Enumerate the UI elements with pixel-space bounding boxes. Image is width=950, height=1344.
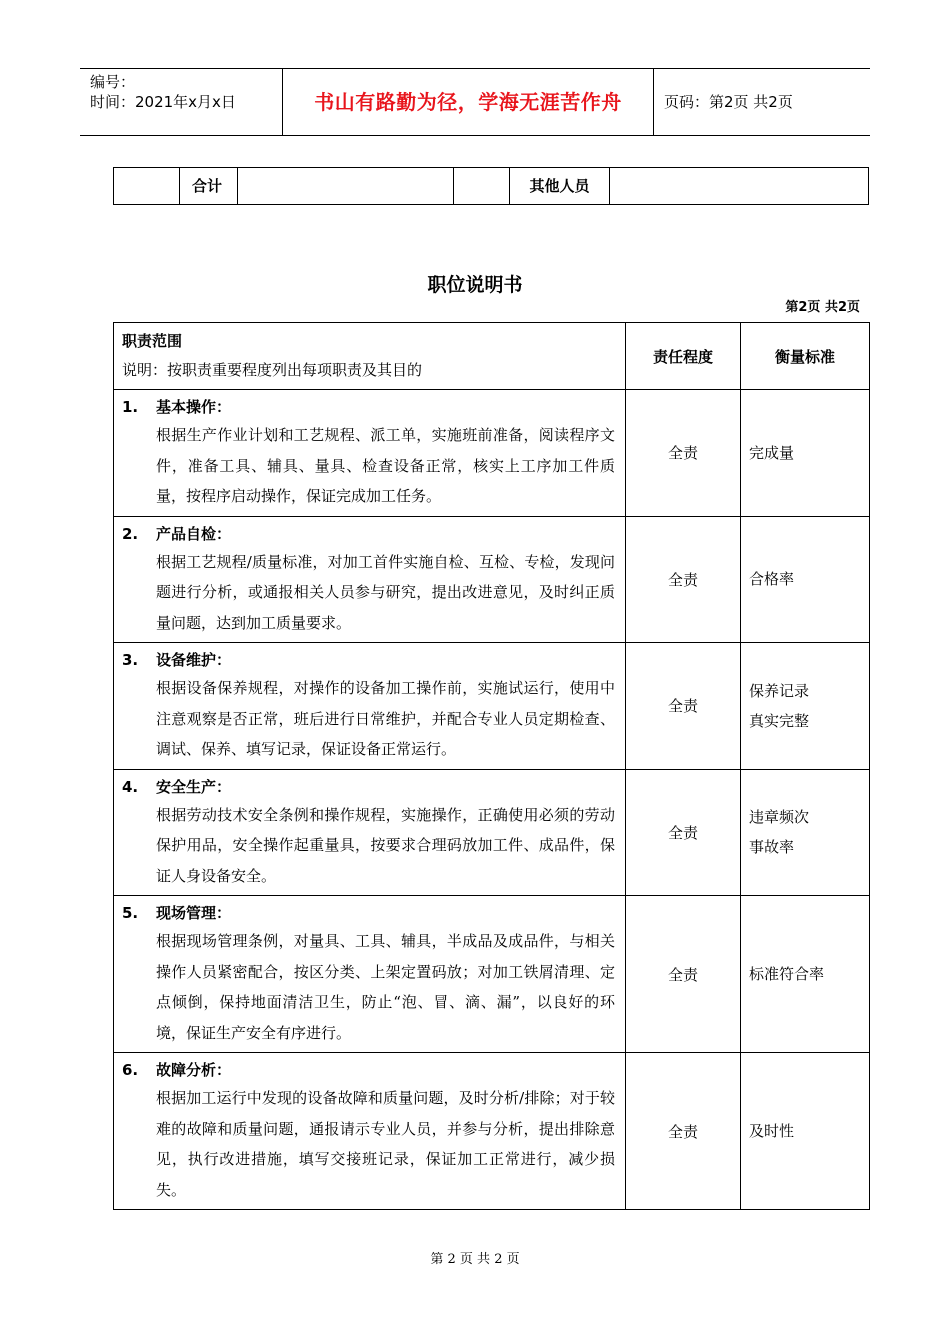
duty-row <box>114 1053 870 1210</box>
duty-number: 1. <box>122 398 139 416</box>
duty-number: 6. <box>122 1061 139 1079</box>
header-motto: 书山有路勤为径，学海无涯苦作舟 <box>282 69 654 135</box>
duty-number: 2. <box>122 524 139 543</box>
summary-cell-empty <box>453 168 509 204</box>
duty-title: 故障分析： <box>156 1061 232 1079</box>
duty-row <box>114 896 870 1053</box>
duty-title: 产品自检： <box>156 524 232 543</box>
duty-row <box>114 516 870 643</box>
measure-cell <box>741 1053 870 1210</box>
scope-header-cell <box>114 323 626 390</box>
header-meta <box>80 69 282 135</box>
document-title: 职位说明书 <box>427 274 523 296</box>
duty-cell <box>114 769 626 896</box>
measure-standard: 违章频次 <box>749 808 810 827</box>
summary-cell-empty <box>114 168 179 204</box>
table-header-row <box>114 323 870 390</box>
duty-heading <box>122 774 615 800</box>
summary-others-value <box>609 168 868 204</box>
duty-description: 根据现场管理条例，对量具、工具、辅具，半成品及成品件，与相关操作人员紧密配合，按区分类、上架定置码放；对加工铁屑清理、定点倾倒，保持地面清洁卫生，防止“泡、冒、滴、漏”，以良好的环境，保证生产安全有序进行。 <box>156 932 615 1042</box>
responsibility-level: 全责 <box>626 769 741 896</box>
duty-row <box>114 643 870 770</box>
duty-title: 安全生产： <box>156 777 232 796</box>
measure-cell <box>741 516 870 643</box>
measure-header: 衡量标准 <box>741 323 870 390</box>
summary-others-label: 其他人员 <box>509 168 609 204</box>
duty-heading <box>122 521 615 547</box>
measure-standard: 事故率 <box>749 838 795 857</box>
duty-number: 3. <box>122 651 139 669</box>
time-label: 时间：2021年x月x日 <box>90 93 236 111</box>
duty-title: 现场管理： <box>156 904 232 922</box>
duty-heading <box>122 900 615 926</box>
responsibility-level: 全责 <box>626 643 741 770</box>
number-label: 编号： <box>90 73 136 91</box>
duty-row <box>114 390 870 517</box>
responsibility-level: 全责 <box>626 390 741 517</box>
responsibility-level: 全责 <box>626 1053 741 1210</box>
duty-description: 根据劳动技术安全条例和操作规程，实施操作，正确使用必须的劳动保护用品，安全操作起重量具，按要求合理码放加工件、成品件，保证人身设备安全。 <box>156 805 615 885</box>
measure-standard: 保养记录 <box>749 681 810 700</box>
scope-note: 说明：按职责重要程度列出每项职责及其目的 <box>122 361 423 379</box>
duty-title: 基本操作： <box>156 398 232 416</box>
duty-heading <box>122 1057 615 1083</box>
summary-total-value <box>237 168 453 204</box>
measure-cell <box>741 390 870 517</box>
duty-cell <box>114 390 626 517</box>
duty-row <box>114 769 870 896</box>
measure-standard: 完成量 <box>749 443 795 462</box>
duty-cell <box>114 516 626 643</box>
summary-table <box>113 167 869 205</box>
duty-cell <box>114 896 626 1053</box>
duty-heading <box>122 647 615 673</box>
duties-table <box>113 322 870 1210</box>
page-header <box>80 68 870 136</box>
page-footer: 第 2 页 共 2 页 <box>430 1252 520 1267</box>
duty-title: 设备维护： <box>156 651 232 669</box>
measure-cell <box>741 769 870 896</box>
duty-description: 根据加工运行中发现的设备故障和质量问题，及时分析/排除；对于较难的故障和质量问题，通报请示专业人员，并参与分析，提出排除意见，执行改进措施，填写交接班记录，保证加工正常进行，减少损失。 <box>156 1089 615 1199</box>
responsibility-level: 全责 <box>626 516 741 643</box>
duty-description: 根据工艺规程/质量标准，对加工首件实施自检、互检、专检，发现问题进行分析，或通报相关人员参与研究，提出改进意见，及时纠正质量问题，达到加工质量要求。 <box>156 552 615 632</box>
resp-header: 责任程度 <box>626 323 741 390</box>
measure-standard: 合格率 <box>749 570 795 589</box>
duty-number: 4. <box>122 777 139 796</box>
duty-cell <box>114 1053 626 1210</box>
duty-cell <box>114 643 626 770</box>
measure-cell <box>741 896 870 1053</box>
measure-standard: 标准符合率 <box>749 965 825 983</box>
duty-description: 根据生产作业计划和工艺规程、派工单，实施班前准备，阅读程序文件，准备工具、辅具、量具、检查设备正常，核实上工序加工件质量，按程序启动操作，保证完成加工任务。 <box>156 426 615 505</box>
duty-number: 5. <box>122 904 139 922</box>
duty-description: 根据设备保养规程，对操作的设备加工操作前，实施试运行，使用中注意观察是否正常，班后进行日常维护，并配合专业人员定期检查、调试、保养、填写记录，保证设备正常运行。 <box>156 679 615 758</box>
duty-heading <box>122 394 615 420</box>
measure-standard: 真实完整 <box>749 711 810 730</box>
page-indicator: 第2页 共2页 <box>785 300 860 315</box>
responsibility-level: 全责 <box>626 896 741 1053</box>
scope-title: 职责范围 <box>122 332 183 350</box>
summary-total-label: 合计 <box>179 168 237 204</box>
measure-cell <box>741 643 870 770</box>
measure-standard: 及时性 <box>749 1122 795 1140</box>
header-page-code: 页码：第2页 共2页 <box>664 93 793 111</box>
